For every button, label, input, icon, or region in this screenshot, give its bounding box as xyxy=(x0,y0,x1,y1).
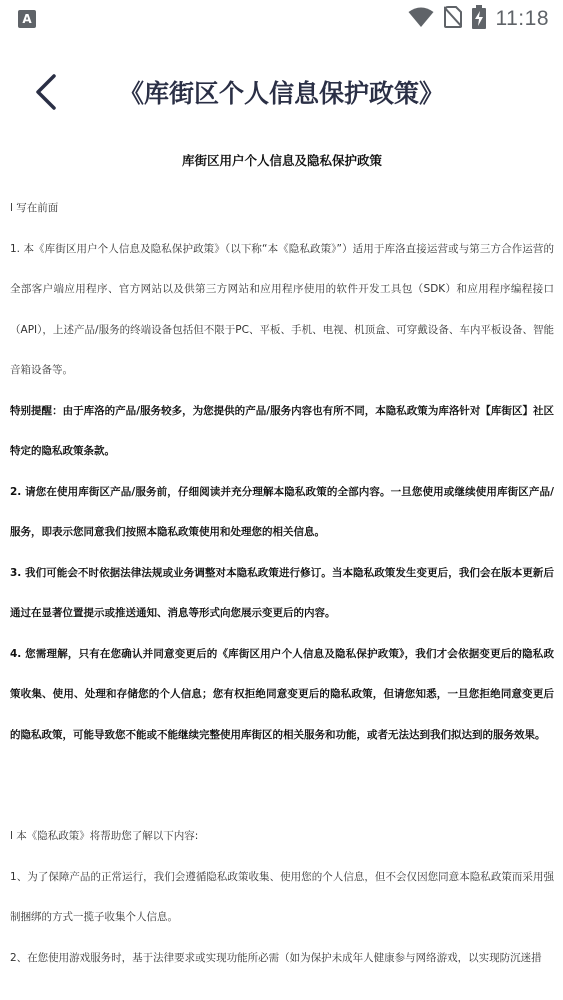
no-sim-icon xyxy=(444,6,462,32)
page-title: 《库街区个人信息保护政策》 xyxy=(118,79,444,108)
battery-charging-icon xyxy=(472,5,486,33)
paragraph-list xyxy=(10,188,554,978)
paragraph: 特别提醒：由于库洛的产品/服务较多，为您提供的产品/服务内容也有所不同，本隐私政策为库洛针对【库街区】社区特定的隐私政策条款。 xyxy=(10,404,554,457)
wifi-icon xyxy=(408,6,434,32)
status-time: 11:18 xyxy=(495,7,549,30)
paragraph: 1. 本《库街区用户个人信息及隐私保护政策》（以下称“本《隐私政策》”）适用于库洛直接运营或与第三方合作运营的全部客户端应用程序、官方网站以及供第三方网站和应用程序使用的软件开发工具包（SDK）和应用程序编程接口（API），上述产品/服务的终端设备包括但不限于PC、平板、手机、电视、机顶盒、可穿戴设备、车内平板设备、智能音箱设备等。 xyxy=(10,242,554,376)
paragraph: 3. 我们可能会不时依据法律法规或业务调整对本隐私政策进行修订。当本隐私政策发生变更后，我们会在版本更新后通过在显著位置提示或推送通知、消息等形式向您展示变更后的内容。 xyxy=(10,566,554,619)
paragraph: 2. 请您在使用库街区产品/服务前，仔细阅读并充分理解本隐私政策的全部内容。一旦您使用或继续使用库街区产品/服务，即表示您同意我们按照本隐私政策使用和处理您的相关信息。 xyxy=(10,485,554,538)
app-header xyxy=(0,52,563,132)
chevron-left-icon xyxy=(34,73,58,111)
app-notification-icon: A xyxy=(18,10,36,28)
paragraph: l 写在前面 xyxy=(10,202,59,214)
paragraph: 1、为了保障产品的正常运行，我们会遵循隐私政策收集、使用您的个人信息，但不会仅因您同意本隐私政策而采用强制捆绑的方式一揽子收集个人信息。 xyxy=(10,870,554,923)
paragraph: l 本《隐私政策》将帮助您了解以下内容: xyxy=(10,830,199,842)
paragraph-spacer xyxy=(10,766,554,806)
paragraph: 4. 您需理解，只有在您确认并同意变更后的《库街区用户个人信息及隐私保护政策》，我们才会依据变更后的隐私政策收集、使用、处理和存储您的个人信息；您有权拒绝同意变更后的隐私政策，但请您知悉，一旦您拒绝同意变更后的隐私政策，可能导致您不能或不能继续完整使用库街区的相关服务和功能，或者无法达到我们拟达到的服务效果。 xyxy=(10,647,554,741)
back-button[interactable] xyxy=(22,68,70,116)
paragraph: 2、在您使用游戏服务时，基于法律要求或实现功能所必需（如为保护未成年人健康参与网络游戏，以实现防沉迷措 xyxy=(10,951,542,964)
status-bar xyxy=(0,0,563,38)
status-icons xyxy=(408,5,550,33)
document-title: 库街区用户个人信息及隐私保护政策 xyxy=(181,153,382,168)
policy-content[interactable] xyxy=(10,148,554,978)
